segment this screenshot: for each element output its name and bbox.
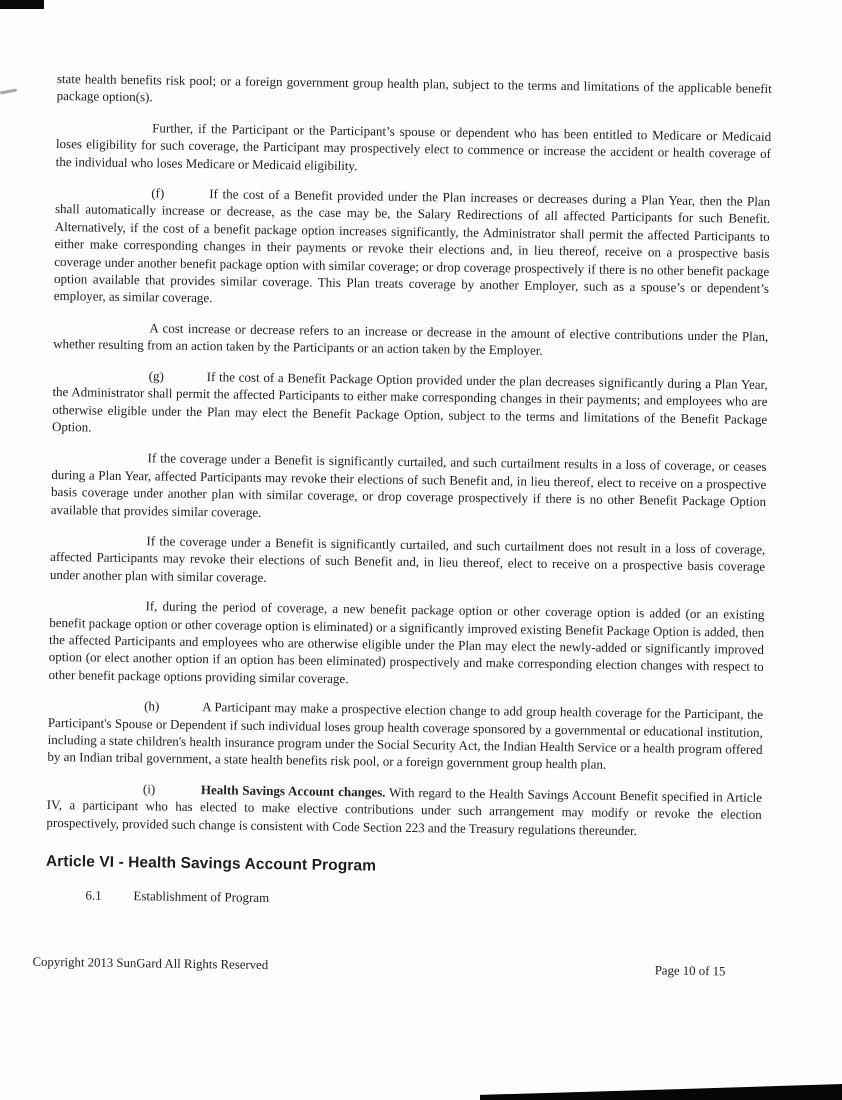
page-footer <box>32 954 759 982</box>
paragraph-further <box>56 118 772 180</box>
paragraph-text: A Participant may make a prospective election change to add group health coverage for the Participant, the Participant's Spouse or Dependent if such individual loses group health coverage sponsored by a governmental or educational institution, including a state children's health insurance program under the Social Security Act, the Indian Health Service or a health program offered by an Indian tribal government, a state health benefits risk pool, or a foreign government group health plan. <box>47 699 764 773</box>
paragraph-cost-note <box>53 318 768 363</box>
article-heading: Article VI - Health Savings Account Program <box>45 852 377 875</box>
paragraph-g <box>52 366 768 446</box>
section-item <box>85 887 760 914</box>
paragraph-text: With regard to the Health Savings Account Benefit specified in Article IV, a participant who has elected to make elective contributions under such arrangement may modify or revoke the election prospectively, provided such change is consistent with Code Section 223 and the Treasury regulations thereunder. <box>46 784 763 838</box>
document-body <box>32 70 772 981</box>
section-title: Establishment of Program <box>133 888 270 906</box>
paragraph-curtailment-no-loss <box>50 531 766 593</box>
paragraph-text: If the cost of a Benefit Package Option provided under the plan decreases significantly during a Plan Year, the Administrator shall permit the affected Participants to either make corresponding changes in their payments; and employees who are otherwise eligible under the Plan may elect the Benefit Package Option, subject to the terms and limitations of the Benefit Package Option. <box>51 368 768 435</box>
paragraph-new-option <box>48 596 764 693</box>
paragraph-bold-lead: Health Savings Account changes. <box>200 781 386 800</box>
paragraph-text: If the coverage under a Benefit is significantly curtailed, and such curtailment does not result in a loss of coverage, affected Participants may revoke their elections of such Benefit and, in lieu thereof, elect to receive on a prospective basis coverage under another plan with similar coverage. <box>49 533 766 585</box>
paragraph-curtailment-loss <box>51 448 767 528</box>
paragraph-label: (i) <box>142 781 156 797</box>
paragraph-text: If, during the period of coverage, a new benefit package option or other coverage option is added (or an existing benefit package option or other coverage option is eliminated) or a significantly improved existing Benefit Package Option is added, then the affected Participants and employees who are otherwise eligible under the Plan may elect the newly-added or significantly improved option (or elect another option if an option has been eliminated) prospectively and make corresponding election changes with respect to other benefit package options providing similar coverage. <box>48 598 765 686</box>
footer-page-number: Page 10 of 15 <box>654 963 726 979</box>
paragraph-label: (h) <box>144 698 160 714</box>
paragraph-text: state health benefits risk pool; or a foreign government group health plan, subject to the terms and limitations of the applicable benefit package option(s). <box>56 70 772 105</box>
paragraph-i <box>46 779 762 841</box>
paragraph-text: If the cost of a Benefit provided under the Plan increases or decreases during a Plan Year, then the Plan shall automatically increase or decrease, as the case may be, the Salary Redirections of all affected Participants for such Benefit. Alternatively, if the cost of a benefit package option increases significantly, the Administrator shall permit the affected Participants to either make corresponding changes in their payments or revoke their elections and, in lieu thereof, receive on a prospective basis coverage under another benefit package option with similar coverage; or drop coverage prospectively if there is no other benefit package option available that provides similar coverage. This Plan treats coverage by another Employer, such as a spouse’s or dependent’s employer, as similar coverage. <box>53 186 771 306</box>
paragraph-text: A cost increase or decrease refers to an increase or decrease in the amount of elective contributions under the Plan, whether resulting from an action taken by the Participants or an action taken by the Employer. <box>53 320 769 359</box>
paragraph-label: (g) <box>148 367 165 384</box>
paragraph-f <box>54 183 771 315</box>
scan-artifact-top-left <box>0 0 44 9</box>
footer-copyright: Copyright 2013 SunGard All Rights Reserved <box>32 954 269 972</box>
scan-artifact-bottom-edge <box>480 1084 842 1100</box>
paragraph-text: If the coverage under a Benefit is significantly curtailed, and such curtailment results in a loss of coverage, or ceases during a Plan Year, affected Participants may revoke their elections of such Benefit and, in lieu thereof, elect to receive on a prospective basis coverage under another plan with similar coverage, or drop coverage prospectively if there is no other Benefit Package Option available that provides similar coverage. <box>50 450 767 520</box>
section-number: 6.1 <box>85 887 102 904</box>
paragraph-continuation <box>57 70 772 115</box>
scan-artifact-edge-mark <box>0 89 17 95</box>
paragraph-h <box>47 696 763 776</box>
paragraph-label: (f) <box>151 185 165 201</box>
paragraph-text: Further, if the Participant or the Participant’s spouse or dependent who has been entitled to Medicare or Medicaid loses eligibility for such coverage, the Participant may prospectively elect to commence or increase the accident or health coverage of the individual who loses Medicare or Medicaid eligibility. <box>55 120 772 173</box>
